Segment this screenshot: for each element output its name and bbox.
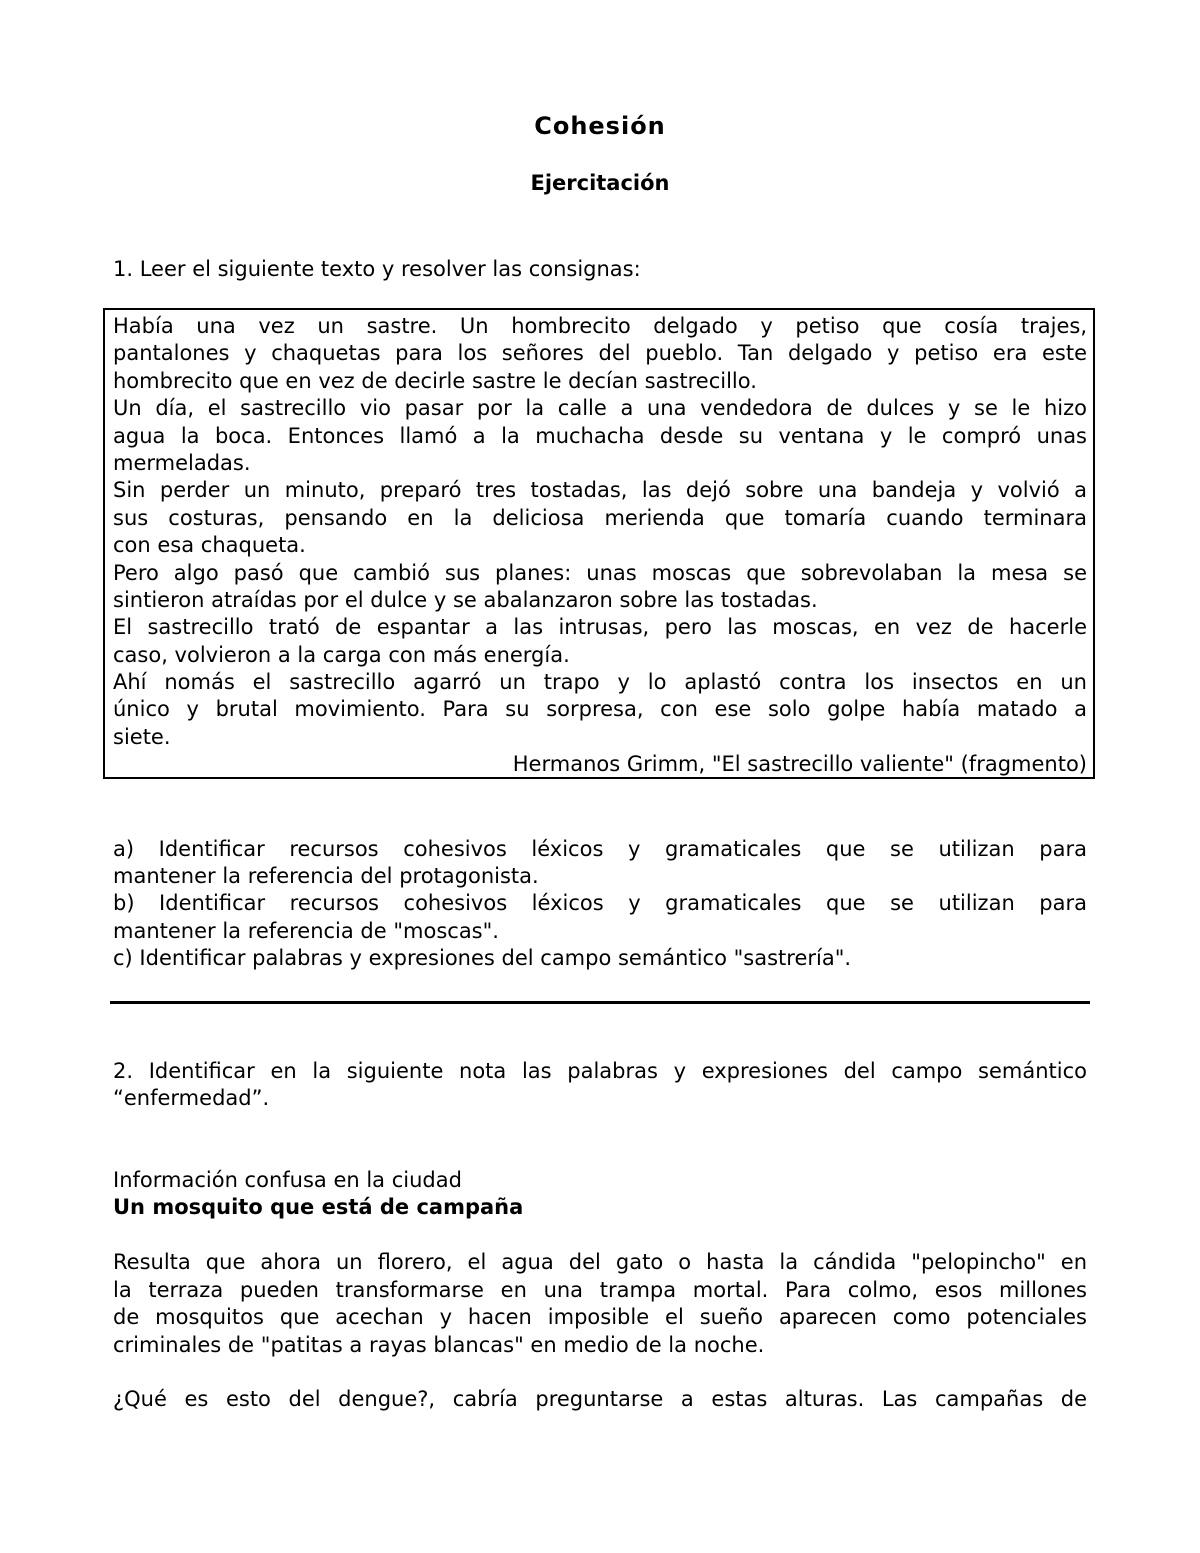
story-line: caso, volvieron a la carga con más energía. <box>113 642 570 667</box>
page-subtitle: Ejercitación <box>530 171 670 195</box>
story-attribution: Hermanos Grimm, "El sastrecillo valiente" (fragmento) <box>512 752 1087 777</box>
page-title: Cohesión <box>534 112 666 140</box>
note-kicker: Información confusa en la ciudad <box>113 1168 462 1192</box>
story-line: hombrecito que en vez de decirle sastre le decían sastrecillo. <box>113 368 757 393</box>
note-paragraph-line: de mosquitos que acechan y hacen imposible el sueño aparecen como potenciales <box>113 1305 1087 1329</box>
note-headline: Un mosquito que está de campaña <box>113 1195 524 1219</box>
story-line: El sastrecillo trató de espantar a las intrusas, pero las moscas, en vez de hacerle <box>113 615 1087 640</box>
story-line: Había una vez un sastre. Un hombrecito delgado y petiso que cosía trajes, <box>113 314 1087 338</box>
question-b-line-2: mantener la referencia de "moscas". <box>113 919 499 943</box>
story-line: sintieron atraídas por el dulce y se abalanzaron sobre las tostadas. <box>113 587 818 612</box>
story-text-box <box>113 313 1087 779</box>
note-paragraph-2-line: ¿Qué es esto del dengue?, cabría preguntarse a estas alturas. Las campañas de <box>113 1387 1087 1411</box>
story-line: Un día, el sastrecillo vio pasar por la calle a una vendedora de dulces y se le hizo <box>113 396 1087 421</box>
question-a-line-2: mantener la referencia del protagonista. <box>113 864 539 888</box>
question-c-line-1: c) Identificar palabras y expresiones del campo semántico "sastrería". <box>113 946 852 970</box>
note-paragraph-line: Resulta que ahora un florero, el agua del gato o hasta la cándida "pelopincho" en <box>113 1250 1087 1274</box>
note-paragraph-line: criminales de "patitas a rayas blancas" en medio de la noche. <box>113 1333 765 1357</box>
story-line: agua la boca. Entonces llamó a la muchacha desde su ventana y le compró unas <box>113 423 1087 448</box>
story-line: Ahí nomás el sastrecillo agarró un trapo y lo aplastó contra los insectos en un <box>113 670 1087 695</box>
story-line: Pero algo pasó que cambió sus planes: unas moscas que sobrevolaban la mesa se <box>113 560 1087 585</box>
story-line: Sin perder un minuto, preparó tres tostadas, las dejó sobre una bandeja y volvió a <box>113 478 1087 503</box>
story-line: siete. <box>113 724 171 749</box>
story-line: mermeladas. <box>113 450 251 475</box>
section-divider <box>110 1001 1090 1004</box>
question-b-line-1: b) Identificar recursos cohesivos léxicos y gramaticales que se utilizan para <box>113 891 1087 915</box>
question-a-line-1: a) Identificar recursos cohesivos léxicos y gramaticales que se utilizan para <box>113 837 1087 861</box>
story-line: único y brutal movimiento. Para su sorpresa, con ese solo golpe había matado a <box>113 697 1087 722</box>
exercise-1-instruction: 1. Leer el siguiente texto y resolver las consignas: <box>113 257 641 281</box>
exercise-2-instruction-line-2: “enfermedad”. <box>113 1086 270 1110</box>
note-paragraph-line: la terraza pueden transformarse en una trampa mortal. Para colmo, esos millones <box>113 1278 1087 1302</box>
story-line: pantalones y chaquetas para los señores del pueblo. Tan delgado y petiso era este <box>113 341 1087 366</box>
story-line: con esa chaqueta. <box>113 533 306 558</box>
exercise-2-instruction-line-1: 2. Identificar en la siguiente nota las palabras y expresiones del campo semántico <box>113 1059 1087 1083</box>
story-line: sus costuras, pensando en la deliciosa merienda que tomaría cuando terminara <box>113 505 1087 530</box>
